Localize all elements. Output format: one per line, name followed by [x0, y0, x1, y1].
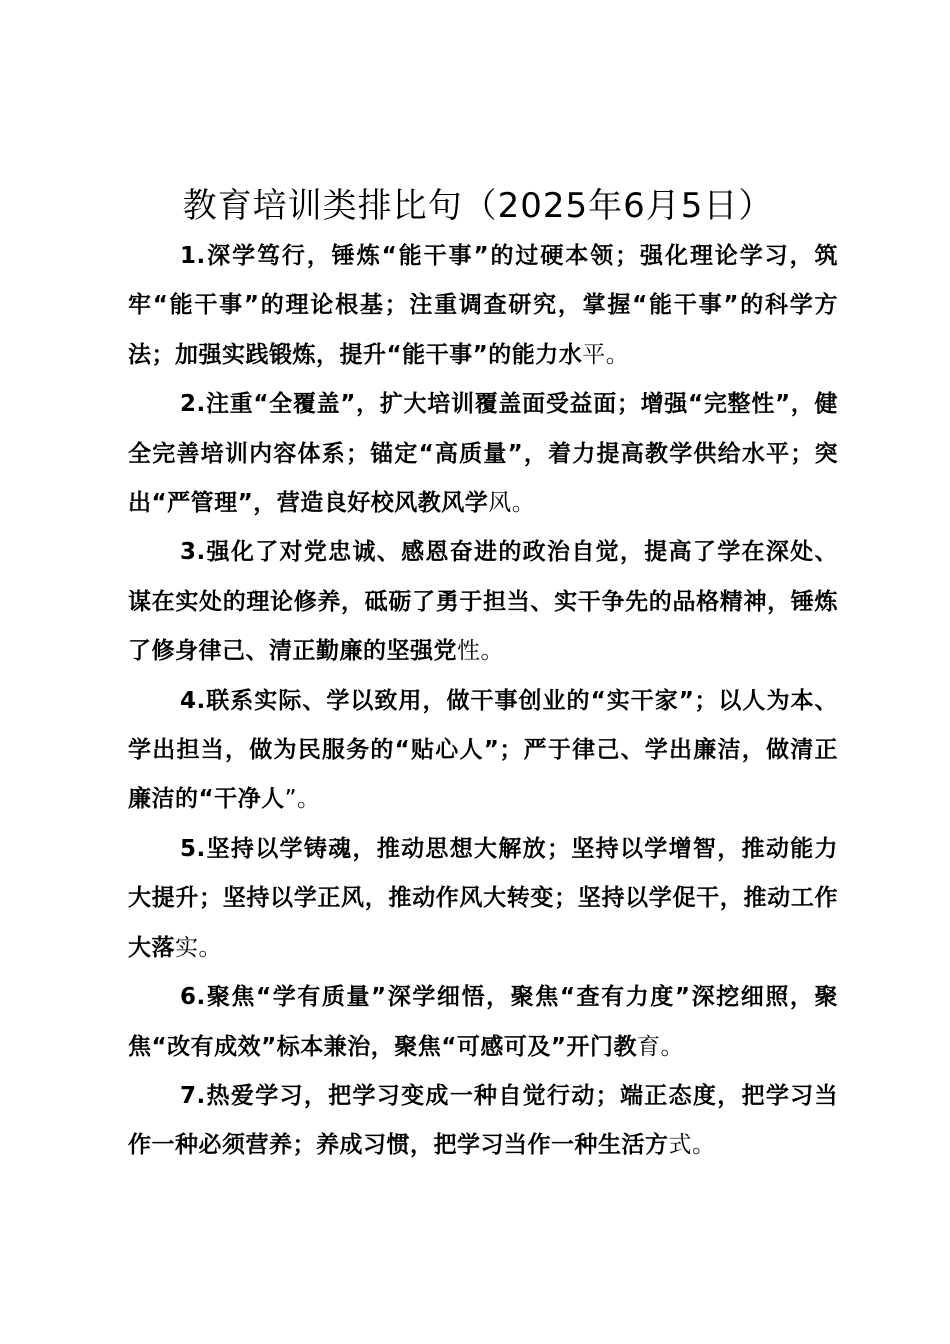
list-item — [128, 677, 838, 825]
item-text: 2.注重“全覆盖”，扩大培训覆盖面受益面；增强“完整性”，健全完善培训内容体系；锚定“高质量”，着力提高教学供给水平；突出“严管理”，营造良好校风教风学 — [128, 391, 838, 517]
item-text-tail: 风。 — [488, 490, 536, 517]
item-text: 1.深学笃行，锤炼“能干事”的过硬本领；强化理论学习，筑牢“能干事”的理论根基；注重调查研究，掌握“能干事”的科学方法；加强实践锻炼，提升“能干事”的能力水 — [128, 243, 838, 368]
item-text: 3.强化了对党忠诚、感恩奋进的政治自觉，提高了学在深处、谋在实处的理论修养，砥砺了勇于担当、实干争先的品格精神，锤炼了修身律己、清正勤廉的坚强党 — [128, 539, 838, 665]
item-text-tail: 育。 — [636, 1033, 684, 1060]
item-text-tail: 性。 — [457, 638, 504, 665]
item-text: 7.热爱学习，把学习变成一种自觉行动；端正态度，把学习当作一种必须营养；养成习惯，把学习当作一种生活方 — [128, 1082, 838, 1159]
item-text: 4.联系实际、学以致用，做干事创业的“实干家”；以人为本、学出担当，做为民服务的“贴心人”；严于律己、学出廉洁，做清正廉洁的“干净人 — [128, 687, 838, 813]
item-text: 5.坚持以学铸魂，推动思想大解放；坚持以学增智，推动能力大提升；坚持以学正风，推动作风大转变；坚持以学促干，推动工作大落 — [128, 835, 838, 961]
document-body — [128, 232, 838, 1171]
document-title: 教育培训类排比句（2025年6月5日） — [182, 186, 774, 226]
list-item — [128, 380, 838, 528]
item-text-tail: 式。 — [668, 1132, 716, 1159]
item-text-tail: 实。 — [175, 934, 222, 961]
item-text-tail: ”。 — [284, 786, 321, 813]
list-item — [128, 232, 838, 380]
list-item — [128, 825, 838, 973]
item-text-tail: 平。 — [582, 341, 630, 368]
list-item — [128, 973, 838, 1072]
list-item — [128, 1072, 838, 1171]
list-item — [128, 528, 838, 676]
item-text: 6.聚焦“学有质量”深学细悟，聚焦“查有力度”深挖细照，聚焦“改有成效”标本兼治，聚焦“可感可及”开门教 — [128, 984, 838, 1060]
